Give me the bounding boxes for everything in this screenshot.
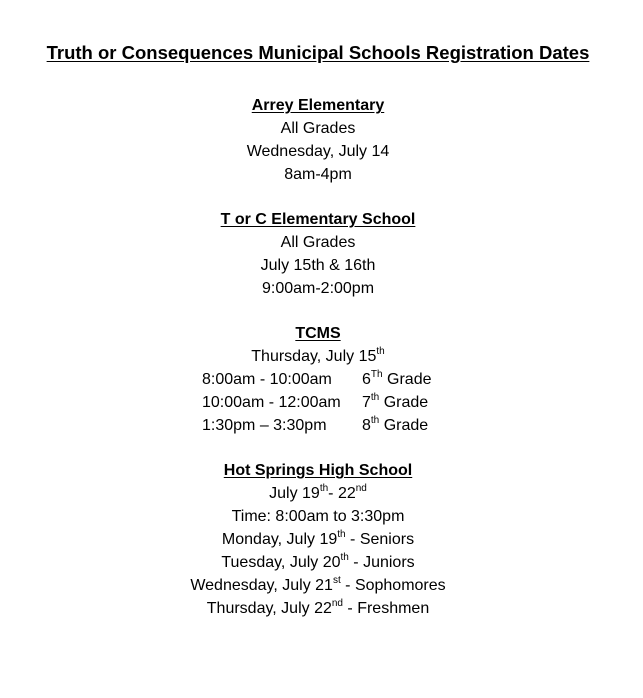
- page-title: Truth or Consequences Municipal Schools Registration Dates: [46, 42, 590, 63]
- tcms-date-text: Thursday, July 15: [251, 348, 377, 365]
- arrey-time: 8am-4pm: [284, 166, 352, 183]
- tcms-row-grade: 8th Grade: [362, 414, 429, 434]
- tcms-row-time: 10:00am - 12:00am: [202, 394, 341, 411]
- torc-grades: All Grades: [280, 234, 356, 251]
- tcms-heading: TCMS: [295, 325, 341, 342]
- arrey-heading: Arrey Elementary: [251, 97, 385, 114]
- tcms-row-grade: 7th Grade: [362, 391, 429, 411]
- torc-time: 9:00am-2:00pm: [261, 280, 375, 297]
- tcms-row-7th: [0, 391, 636, 414]
- torc-heading: T or C Elementary School: [220, 211, 416, 228]
- tcms-row-time: 1:30pm – 3:30pm: [202, 417, 327, 434]
- hshs-day-sophomores: Wednesday, July 21st - Sophomores: [190, 574, 446, 594]
- arrey-grades: All Grades: [280, 120, 356, 137]
- hshs-day-seniors: Monday, July 19th - Seniors: [221, 528, 415, 548]
- torc-date: July 15th & 16th: [260, 257, 376, 274]
- arrey-elementary-section: [0, 94, 636, 186]
- arrey-date: Wednesday, July 14: [246, 143, 390, 160]
- tcms-date: [0, 345, 636, 368]
- torc-elementary-section: [0, 208, 636, 300]
- hshs-day-juniors: Tuesday, July 20th - Juniors: [221, 551, 415, 571]
- tcms-date-sup: th: [376, 345, 385, 357]
- hshs-heading: Hot Springs High School: [223, 462, 413, 479]
- hshs-time: Time: 8:00am to 3:30pm: [231, 508, 405, 525]
- tcms-row-6th: [0, 368, 636, 391]
- tcms-section: [0, 322, 636, 437]
- hshs-dates: July 19th- 22nd: [269, 482, 367, 502]
- hshs-day-freshmen: Thursday, July 22nd - Freshmen: [206, 597, 430, 617]
- tcms-row-8th: [0, 414, 636, 437]
- tcms-row-grade: 6Th Grade: [362, 368, 432, 388]
- hshs-section: [0, 459, 636, 620]
- tcms-row-time: 8:00am - 10:00am: [202, 371, 332, 388]
